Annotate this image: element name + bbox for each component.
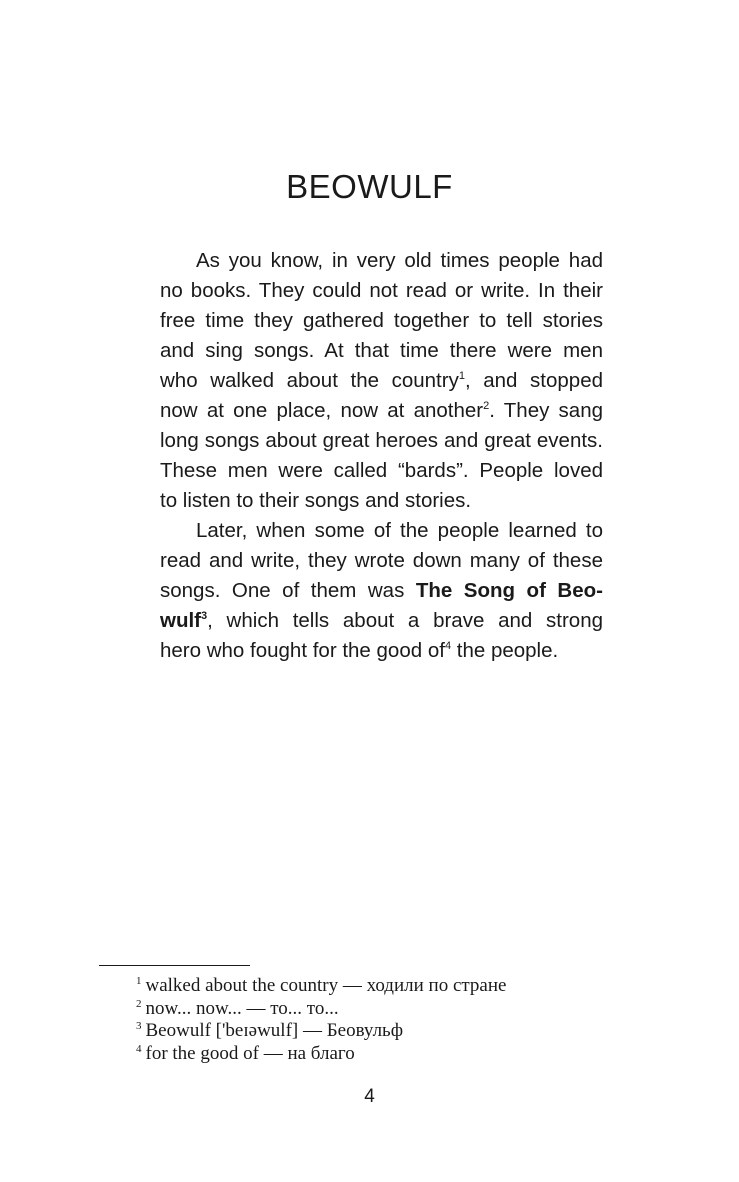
text-line [160,306,603,336]
text-run: read and write, they wrote down many of these [160,549,603,572]
text-line [160,516,603,546]
text-run: who walked about the country [160,369,459,392]
text-run: and sing songs. At that time there were men [160,339,603,362]
text-run: free time they gathered together to tell stories [160,309,603,332]
footnote-ref: 1 [458,370,465,382]
text-run: As you know, in very old times people had [196,249,603,272]
page-number: 4 [364,1086,375,1107]
text-line [160,546,603,576]
text-line [160,486,603,516]
footnote-mark: 4 [136,1042,142,1055]
text-line [160,246,603,276]
footnote-text: now... now... — то... то... [145,997,339,1019]
footnote-mark: 1 [136,975,142,987]
text-run: , and stopped [464,369,603,392]
text-run: the people. [451,639,559,662]
footnote-text: walked about the country — ходили по стране [145,975,507,996]
body-text [160,246,603,666]
footnote-divider [99,965,250,966]
footnotes [136,975,636,1065]
text-run: . They sang [489,399,604,422]
text-line [160,366,603,396]
footnote [136,975,636,998]
text-run: songs. One of them was [160,579,416,602]
footnote-text: Beowulf ['beɪəwulf] — Беовульф [145,1020,404,1041]
text-line [160,396,603,426]
text-line [160,276,603,306]
footnote-ref: 2 [483,400,490,412]
footnote [136,1043,636,1066]
footnote-text: for the good of — на благо [145,1042,355,1064]
text-line [160,426,603,456]
footnote-mark: 2 [136,997,142,1010]
text-line [160,606,603,636]
book-title-bold: wulf [160,609,201,632]
text-line [160,336,603,366]
footnote-mark: 3 [136,1020,142,1032]
footnote [136,1020,636,1043]
footnote [136,998,636,1021]
text-line [160,636,603,666]
chapter-title: BEOWULF [286,168,453,205]
text-run: long songs about great heroes and great events. [160,429,603,452]
footnote-ref: 4 [444,640,452,652]
text-run: now at one place, now at another [160,399,484,422]
text-run: , which tells about a brave and strong [207,609,603,632]
text-run: Later, when some of the people learned to [196,519,603,542]
footnote-ref-number: 3 [201,610,208,622]
text-run: no books. They could not read or write. In their [160,279,603,302]
text-run: hero who fought for the good of [160,639,445,662]
text-line [160,576,603,606]
book-title-bold: The Song of Beo- [415,579,603,602]
text-run: These men were called “bards”. People loved [160,459,603,482]
text-run: to listen to their songs and stories. [160,489,472,512]
text-line [160,456,603,486]
